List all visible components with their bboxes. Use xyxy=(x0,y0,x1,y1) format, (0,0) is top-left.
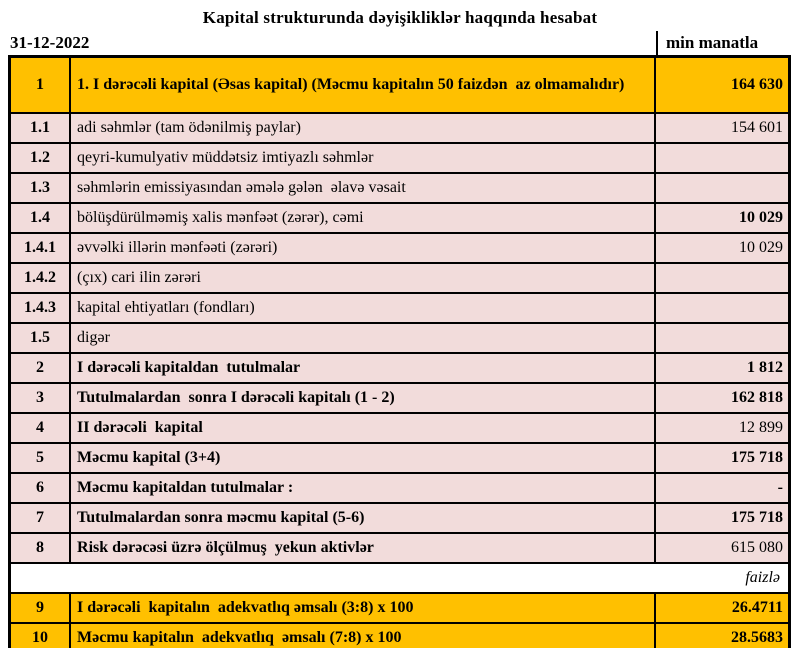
table-row xyxy=(10,413,790,443)
row-label: I dərəcəli kapitaldan tutulmalar xyxy=(70,353,655,383)
row-value xyxy=(655,293,789,323)
row-number: 1 xyxy=(10,57,71,114)
row-value: 154 601 xyxy=(655,113,789,143)
row-number: 10 xyxy=(10,623,71,648)
table-row xyxy=(10,623,790,648)
table-row xyxy=(10,443,790,473)
unit-label: min manatla xyxy=(656,31,791,55)
row-value: 28.5683 xyxy=(655,623,789,648)
row-value: 26.4711 xyxy=(655,593,789,623)
row-label: adi səhmlər (tam ödənilmiş paylar) xyxy=(70,113,655,143)
row-label: bölüşdürülməmiş xalis mənfəət (zərər), cəmi xyxy=(70,203,655,233)
table-row xyxy=(10,143,790,173)
row-number: 1.5 xyxy=(10,323,71,353)
report-title: Kapital strukturunda dəyişikliklər haqqında hesabat xyxy=(202,8,598,27)
row-value xyxy=(655,263,789,293)
row-value xyxy=(655,323,789,353)
table-row xyxy=(10,293,790,323)
row-label: Məcmu kapitaldan tutulmalar : xyxy=(70,473,655,503)
percent-separator-row xyxy=(10,563,790,593)
row-number: 1.4 xyxy=(10,203,71,233)
row-value: 162 818 xyxy=(655,383,789,413)
row-label: Məcmu kapital (3+4) xyxy=(70,443,655,473)
row-number: 9 xyxy=(10,593,71,623)
row-number: 6 xyxy=(10,473,71,503)
row-number: 1.2 xyxy=(10,143,71,173)
row-value: 175 718 xyxy=(655,503,789,533)
row-value: - xyxy=(655,473,789,503)
row-number: 1.4.1 xyxy=(10,233,71,263)
table-row xyxy=(10,593,790,623)
row-number: 4 xyxy=(10,413,71,443)
row-label: Tutulmalardan sonra məcmu kapital (5-6) xyxy=(70,503,655,533)
row-label: əvvəlki illərin mənfəəti (zərəri) xyxy=(70,233,655,263)
row-label: səhmlərin emissiyasından əmələ gələn əlavə vəsait xyxy=(70,173,655,203)
row-label: (çıx) cari ilin zərəri xyxy=(70,263,655,293)
row-label: Risk dərəcəsi üzrə ölçülmuş yekun aktivlər xyxy=(70,533,655,563)
table-row xyxy=(10,353,790,383)
table-row xyxy=(10,263,790,293)
row-label: digər xyxy=(70,323,655,353)
percent-label: faizlə xyxy=(10,563,790,593)
row-value: 10 029 xyxy=(655,203,789,233)
row-label: Tutulmalardan sonra I dərəcəli kapitalı (1 - 2) xyxy=(70,383,655,413)
row-value: 10 029 xyxy=(655,233,789,263)
row-label: II dərəcəli kapital xyxy=(70,413,655,443)
row-number: 1.3 xyxy=(10,173,71,203)
table-row xyxy=(10,57,790,114)
row-value: 175 718 xyxy=(655,443,789,473)
row-number: 3 xyxy=(10,383,71,413)
row-number: 2 xyxy=(10,353,71,383)
row-number: 1.1 xyxy=(10,113,71,143)
row-label: 1. I dərəcəli kapital (Əsas kapital) (Məcmu kapitalın 50 faizdən az olmamalıdır) xyxy=(70,57,655,114)
row-number: 7 xyxy=(10,503,71,533)
table-row xyxy=(10,503,790,533)
row-number: 8 xyxy=(10,533,71,563)
report-date: 31-12-2022 xyxy=(10,33,90,52)
table-row xyxy=(10,323,790,353)
row-value: 12 899 xyxy=(655,413,789,443)
row-label: Məcmu kapitalın adekvatlıq əmsalı (7:8) x 100 xyxy=(70,623,655,648)
capital-structure-table xyxy=(8,55,791,648)
table-row xyxy=(10,233,790,263)
table-row xyxy=(10,473,790,503)
row-number: 5 xyxy=(10,443,71,473)
row-number: 1.4.2 xyxy=(10,263,71,293)
row-label: qeyri-kumulyativ müddətsiz imtiyazlı səhmlər xyxy=(70,143,655,173)
row-value: 1 812 xyxy=(655,353,789,383)
table-row xyxy=(10,383,790,413)
table-row xyxy=(10,533,790,563)
row-label: I dərəcəli kapitalın adekvatlıq əmsalı (3:8) x 100 xyxy=(70,593,655,623)
row-label: kapital ehtiyatları (fondları) xyxy=(70,293,655,323)
table-row xyxy=(10,203,790,233)
row-value: 164 630 xyxy=(655,57,789,114)
row-value: 615 080 xyxy=(655,533,789,563)
row-value xyxy=(655,173,789,203)
row-number: 1.4.3 xyxy=(10,293,71,323)
table-row xyxy=(10,113,790,143)
table-row xyxy=(10,173,790,203)
report-header xyxy=(8,31,791,55)
row-value xyxy=(655,143,789,173)
